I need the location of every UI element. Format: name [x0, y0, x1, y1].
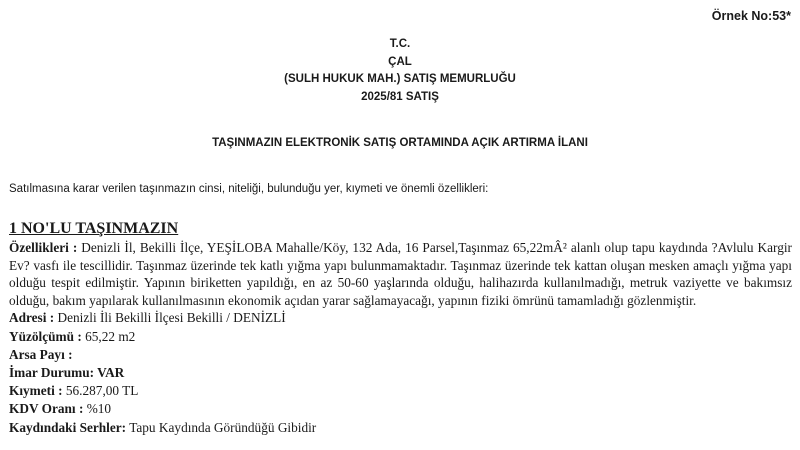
field-label: Kıymeti :	[9, 383, 63, 399]
field-zoning-status	[9, 364, 792, 382]
example-number: Örnek No:53*	[711, 9, 791, 23]
field-label: Arsa Payı :	[9, 346, 73, 362]
field-value: Denizli İli Bekilli İlçesi Bekilli / DENİZLİ	[54, 310, 286, 326]
field-label: İmar Durumu:	[9, 364, 95, 380]
field-value: VAR	[94, 364, 125, 380]
field-value-appraisal	[9, 382, 792, 400]
header-office: (SULH HUKUK MAH.) SATIŞ MEMURLUĞU	[284, 73, 516, 86]
field-value: Tapu Kaydında Göründüğü Gibidir	[126, 419, 317, 435]
field-value: %10	[83, 401, 112, 417]
notice-title: TAŞINMAZIN ELEKTRONİK SATIŞ ORTAMINDA AÇIK ARTIRMA İLANI	[212, 137, 588, 149]
features-text: Denizli İl, Bekilli İlçe, YEŞİLOBA Mahalle/Köy, 132 Ada, 16 Parsel,Taşınmaz 65,22mÂ² alanlı olup tapu kaydında ?Avlulu Kargir Ev? vasfı ile tescillidir. Taşınmaz üzerinde tek katlı yığma yapı bulunmamaktadır. Taşınmaz üzerinde tek kattan oluşan mesken amaçlı yığma yapı olduğu tespit edilmiştir. Yapının biriketten yapıldığı, en az 50-60 yaşlarında olduğu, halihazırda kullanılmadığı, metruk vaziyette ve bakımsız olduğu, bakım yapılarak kullanılmasının ekonomik açıdan yarar sağlamayacağı, yapının fiziki ömrünü tamamladığı gözlenmiştir.	[9, 240, 792, 308]
field-address	[9, 309, 792, 327]
field-vat-rate	[9, 400, 792, 418]
field-label: Yüzölçümü :	[9, 328, 82, 344]
field-area	[9, 328, 792, 346]
intro-text: Satılmasına karar verilen taşınmazın cinsi, niteliği, bulunduğu yer, kıymeti ve önemli özellikleri:	[9, 183, 489, 195]
property-features	[9, 239, 792, 309]
document-header	[0, 36, 800, 107]
field-registry-notes	[9, 419, 792, 437]
field-label: KDV Oranı :	[9, 401, 84, 417]
field-value: 56.287,00 TL	[62, 383, 139, 399]
property-heading: 1 NO'LU TAŞINMAZIN	[9, 220, 179, 237]
field-label: Adresi :	[9, 310, 55, 326]
header-file-number: 2025/81 SATIŞ	[361, 91, 439, 104]
header-republic: T.C.	[389, 38, 411, 50]
property-block	[9, 219, 792, 437]
features-label: Özellikleri :	[9, 240, 78, 255]
field-value: 65,22 m2	[81, 328, 136, 344]
field-label: Kaydındaki Serhler:	[9, 419, 127, 435]
header-district: ÇAL	[388, 55, 412, 68]
field-land-share	[9, 346, 792, 364]
